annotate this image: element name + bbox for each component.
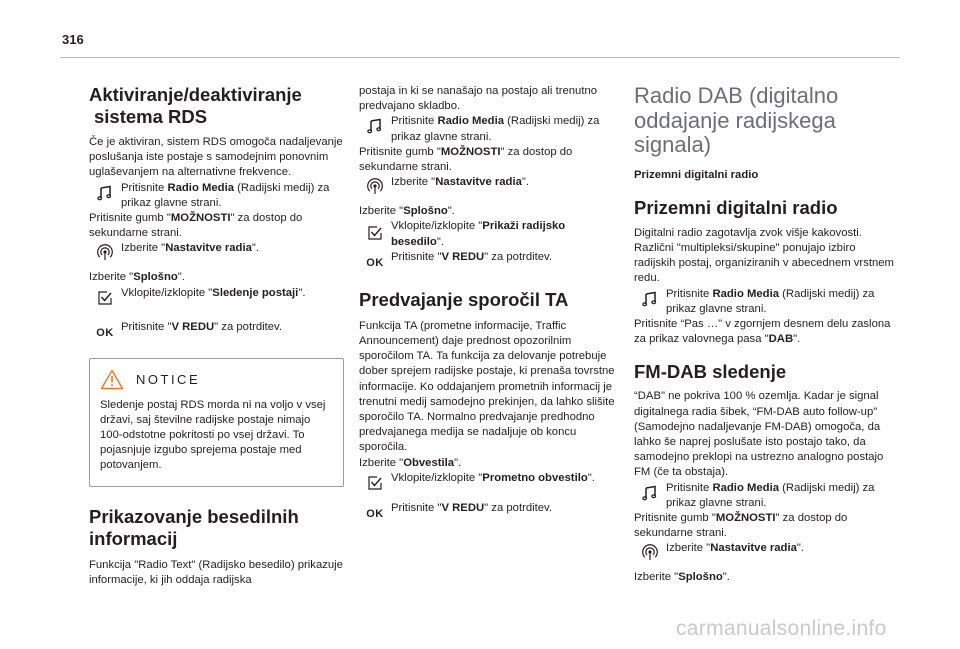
rds-intro: Če je aktiviran, sistem RDS omogoča nadaljevanje poslušanja iste postaje s samodejnim ponovnim uglaševanjem na alternativne frekvence. [89,136,343,179]
ok-icon: OK [96,326,114,339]
notice-title: NOTICE [136,371,201,387]
step-confirm: OK Pritisnite "V REDU" za potrditev. [366,250,553,269]
watermark: carmanualsonline.info [676,617,887,640]
ok-icon: OK [366,256,384,269]
dab-subtitle: Prizemni digitalni radio [634,168,759,181]
select-general: Izberite "Splošno". [359,205,455,218]
options-instruction: Pritisnite gumb "MOŽNOSTI" za dostop do sekundarne strani. [634,511,848,540]
band-instruction: Pritisnite “Pas …" v zgornjem desnem delu zaslona za prikaz valovnega pasa "DAB". [634,317,891,346]
step-toggle-traffic: Vklopite/izklopite "Prometno obvestilo". [359,471,618,490]
fm-dab-heading: FM-DAB sledenje [634,361,787,383]
music-note-icon [642,485,658,501]
radio-signal-icon [96,243,114,261]
step-toggle-radio-text: Vklopite/izklopite "Prikaži radijsko besedilo". [359,219,618,249]
ta-text: Funkcija TA (prometne informacije, Traffic Announcement) daje prednost opozorilnim sporočilom TA. Ta funkcija za delovanje potrebuje dober sprejem radijske postaje, ki prenaša tovrstne informacije. Ko oddajanjem prometnih informacij je trenutni medij samodejno prekinjen, da lahko slišite sporočilo TA. Normalno predvajanje predhodno predvajanega medija se nadaljuje ob koncu sporočila. [359,319,615,454]
column-1 [89,84,344,588]
dab-title: Radio DAB (digitalno oddajanje radijskega signala) [634,83,839,157]
warning-triangle-icon [100,369,124,390]
terrestrial-text: Digitalni radio zagotavlja zvok višje kakovosti. Različni "multipleksi/skupine" ponujajo izbiro radijskih postaj, organiziranih v abecednem vrstnem redu. [634,226,894,285]
step-radio-media: Pritisnite Radio Media (Radijski medij) za prikaz glavne strani. [634,481,896,511]
radio-signal-icon [641,543,659,561]
music-note-icon [367,118,383,134]
select-general: Izberite "Splošno". [634,571,730,584]
radio-signal-icon [366,177,384,195]
radio-text-heading: Prikazovanje besedilnih informacij [89,505,299,549]
step-radio-media: Pritisnite Radio Media (Radijski medij) za prikaz glavne strani. [89,181,344,211]
ok-icon: OK [366,507,384,520]
options-instruction: Pritisnite gumb "MOŽNOSTI" za dostop do sekundarne strani. [359,145,573,174]
checkbox-icon [368,226,382,240]
column-3 [634,84,896,586]
fm-dab-text: “DAB" ne pokriva 100 % ozemlja. Kadar je signal digitalnega radia šibek, “FM-DAB auto follow-up" (Samodejno nadaljevanje FM-DAB) omogoča, da lahko še naprej poslušate isto postajo tako, da samodejno preklopi na ustrezno analogno postajo FM (če ta obstaja). [634,390,884,479]
step-radio-settings: Izberite "Nastavitve radia". [89,241,344,261]
step-radio-settings: Izberite "Nastavitve radia". [634,541,896,561]
rds-heading: Aktiviranje/deaktiviranje sistema RDS [89,84,302,127]
step-confirm: OK Pritisnite "V REDU" za potrditev. [366,501,553,520]
ta-heading: Predvajanje sporočil TA [359,288,569,310]
column-2 [359,84,618,520]
options-instruction: Pritisnite gumb "MOŽNOSTI" za dostop do sekundarne strani. [89,212,303,240]
notice-box [89,358,344,487]
checkbox-icon [98,291,112,305]
select-general: Izberite "Splošno". [89,271,185,284]
step-radio-media: Pritisnite Radio Media (Radijski medij) za prikaz glavne strani. [634,287,896,317]
radio-text-continued: postaja in ki se nanašajo na postajo ali trenutno predvajano skladbo. [359,85,598,113]
header-rule [60,57,900,58]
music-note-icon [642,291,658,307]
step-radio-settings: Izberite "Nastavitve radia". [359,175,618,195]
terrestrial-heading: Prizemni digitalni radio [634,196,838,218]
page-number: 316 [62,32,84,47]
step-radio-media: Pritisnite Radio Media (Radijski medij) za prikaz glavne strani. [359,114,618,144]
checkbox-icon [368,476,382,490]
step-toggle-station-follow: Vklopite/izklopite "Sledenje postaji". [89,286,344,305]
notice-text: Sledenje postaj RDS morda ni na voljo v vsej državi, saj številne radijske postaje nimajo 100-odstotne pokritosti po vsej državi. To pojasnjuje izgubo sprejema postaje med potovanjem. [100,398,326,472]
select-notices: Izberite "Obvestila". [359,456,462,469]
step-confirm: OK Pritisnite "V REDU" za potrditev. [96,320,283,339]
radio-text-intro: Funkcija "Radio Text" (Radijsko besedilo) prikazuje informacije, ki jih oddaja radijska [89,558,343,586]
music-note-icon [97,185,113,201]
